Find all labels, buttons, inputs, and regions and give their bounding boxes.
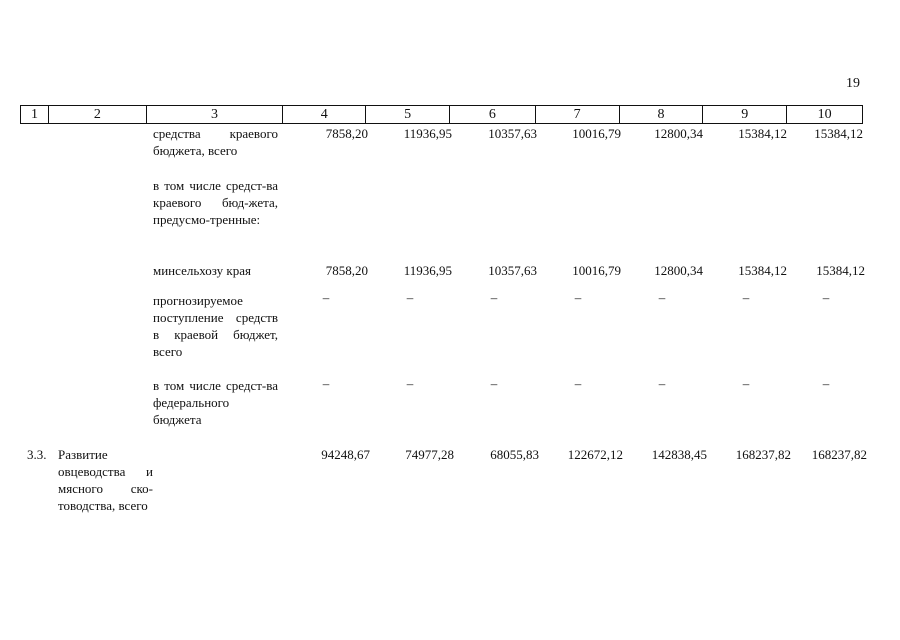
row4-value-col6: –	[490, 290, 498, 305]
row5-value-col8: –	[658, 376, 666, 391]
row5-value-col7: –	[574, 376, 582, 391]
row4-value-col7: –	[574, 290, 582, 305]
row6-value-col9: 168237,82	[735, 447, 791, 462]
row-label-including-regional: в том числе средст-ва краевого бюд-жета, предусмо-тренные:	[153, 178, 278, 227]
header-col-5: 5	[366, 106, 450, 123]
row4-value-col9: –	[742, 290, 750, 305]
table-header-row	[20, 105, 863, 124]
header-col-9: 9	[703, 106, 787, 123]
row4-value-col5: –	[406, 290, 414, 305]
header-col-2: 2	[49, 106, 147, 123]
row-label-regional-budget-total: средства краевого бюджета, всего	[153, 126, 278, 158]
row6-value-col5: 74977,28	[405, 447, 454, 462]
row1-value-col9: 15384,12	[738, 126, 787, 141]
header-col-4: 4	[283, 106, 366, 123]
row6-name: Развитие овцеводства и мясного ско-товодства, всего	[58, 447, 153, 513]
row6-value-col4: 94248,67	[321, 447, 370, 462]
row4-value-col4: –	[322, 290, 330, 305]
row6-value-col10: 168237,82	[811, 447, 867, 462]
row3-value-col6: 10357,63	[488, 263, 537, 278]
header-col-7: 7	[536, 106, 620, 123]
header-col-8: 8	[620, 106, 704, 123]
row6-value-col8: 142838,45	[651, 447, 707, 462]
row3-value-col5: 11936,95	[403, 263, 452, 278]
row3-value-col7: 10016,79	[572, 263, 621, 278]
row-label-forecast-receipt: прогнозируемое поступление средств в краевой бюджет, всего	[153, 293, 278, 359]
row5-value-col5: –	[406, 376, 414, 391]
row1-value-col6: 10357,63	[488, 126, 537, 141]
row-label-ministry: минсельхозу края	[153, 263, 251, 278]
row1-value-col10: 15384,12	[814, 126, 863, 141]
row6-number: 3.3.	[27, 447, 47, 462]
header-col-3: 3	[147, 106, 284, 123]
row5-value-col6: –	[490, 376, 498, 391]
row5-value-col9: –	[742, 376, 750, 391]
row3-value-col9: 15384,12	[738, 263, 787, 278]
row5-value-col4: –	[322, 376, 330, 391]
header-col-1: 1	[21, 106, 49, 123]
row3-value-col4: 7858,20	[325, 263, 368, 278]
row1-value-col7: 10016,79	[572, 126, 621, 141]
row4-value-col10: –	[822, 290, 830, 305]
header-col-6: 6	[450, 106, 536, 123]
row1-value-col8: 12800,34	[654, 126, 703, 141]
row3-value-col8: 12800,34	[654, 263, 703, 278]
row-label-federal-funds: в том числе средст-ва федерального бюджета	[153, 378, 278, 427]
page-number: 19	[846, 76, 860, 91]
row4-value-col8: –	[658, 290, 666, 305]
row6-value-col7: 122672,12	[567, 447, 623, 462]
row1-value-col4: 7858,20	[325, 126, 368, 141]
row6-value-col6: 68055,83	[490, 447, 539, 462]
header-col-10: 10	[817, 107, 832, 122]
row1-value-col5: 11936,95	[403, 126, 452, 141]
row3-value-col10: 15384,12	[816, 263, 865, 278]
row5-value-col10: –	[822, 376, 830, 391]
